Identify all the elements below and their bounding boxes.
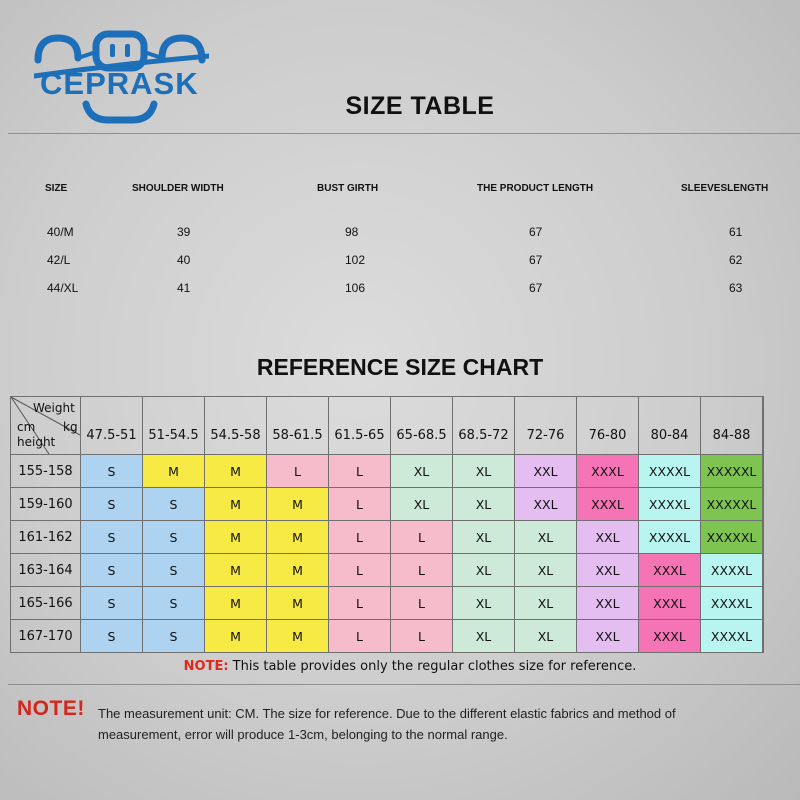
weight-header: 51-54.5 (143, 397, 205, 455)
size-cell: M (267, 488, 329, 521)
size-row (11, 554, 764, 587)
size-cell: XL (453, 620, 515, 653)
blank-cell (763, 554, 764, 587)
height-label: 167-170 (11, 620, 81, 653)
weight-header: 47.5-51 (81, 397, 143, 455)
size-cell: XXL (577, 587, 639, 620)
size-cell: XXL (515, 488, 577, 521)
size-cell: L (391, 587, 453, 620)
size-cell: XXL (577, 620, 639, 653)
size-cell: L (329, 620, 391, 653)
blank-cell (763, 455, 764, 488)
size-cell: XL (453, 455, 515, 488)
size-row (11, 455, 764, 488)
spec-cell: 42/L (47, 253, 71, 267)
corner-cm: cm (17, 420, 36, 434)
size-cell: L (329, 488, 391, 521)
reference-chart-title: REFERENCE SIZE CHART (256, 354, 544, 380)
spec-cell: 62 (729, 253, 743, 267)
size-cell: XXXXL (701, 587, 763, 620)
size-cell: XL (453, 554, 515, 587)
weight-header: 58-61.5 (267, 397, 329, 455)
size-cell: XL (391, 455, 453, 488)
reference-size-chart (10, 396, 764, 653)
size-cell: M (205, 587, 267, 620)
spec-header-sleeve: SLEEVESLENGTH (681, 183, 769, 194)
size-cell: XL (453, 488, 515, 521)
size-cell: M (205, 620, 267, 653)
spec-cell: 67 (529, 281, 543, 295)
spec-header-shoulder: SHOULDER WIDTH (132, 183, 224, 194)
size-cell: M (205, 521, 267, 554)
weight-header: 65-68.5 (391, 397, 453, 455)
size-cell: XXXXL (701, 620, 763, 653)
size-cell: XXXXL (639, 455, 701, 488)
size-cell: L (391, 620, 453, 653)
blank-cell (763, 488, 764, 521)
size-cell: XL (515, 554, 577, 587)
size-cell: S (81, 554, 143, 587)
size-cell: XL (515, 587, 577, 620)
size-cell: S (143, 620, 205, 653)
size-cell: M (205, 455, 267, 488)
size-cell: XL (391, 488, 453, 521)
size-cell: L (391, 554, 453, 587)
note1-text: This table provides only the regular clothes size for reference. (228, 659, 637, 674)
spec-header-length: THE PRODUCT LENGTH (477, 183, 594, 194)
size-cell: XXXL (639, 554, 701, 587)
size-cell: M (205, 488, 267, 521)
weight-header: 84-88 (701, 397, 763, 455)
size-cell: L (267, 455, 329, 488)
size-cell: M (267, 587, 329, 620)
size-cell: M (267, 620, 329, 653)
spec-cell: 98 (345, 225, 359, 239)
weight-header: 68.5-72 (453, 397, 515, 455)
note-regular-size (0, 659, 800, 674)
size-cell: S (81, 488, 143, 521)
size-cell: M (267, 521, 329, 554)
size-cell: L (391, 521, 453, 554)
spec-cell: 67 (529, 225, 543, 239)
spec-header-size: SIZE (45, 183, 68, 194)
weight-header: 61.5-65 (329, 397, 391, 455)
spec-cell: 63 (729, 281, 743, 295)
weight-header-row (11, 397, 764, 455)
size-row (11, 521, 764, 554)
blank-header-cell (763, 397, 764, 455)
size-cell: L (329, 455, 391, 488)
size-cell: XXXL (639, 587, 701, 620)
height-label: 155-158 (11, 455, 81, 488)
height-label: 163-164 (11, 554, 81, 587)
spec-cell: 40 (177, 253, 191, 267)
spec-cell: 106 (345, 281, 366, 295)
blank-cell (763, 587, 764, 620)
size-cell: XXXL (577, 455, 639, 488)
weight-header: 54.5-58 (205, 397, 267, 455)
size-cell: S (143, 554, 205, 587)
size-cell: S (143, 521, 205, 554)
spec-cell: 44/XL (47, 281, 79, 295)
size-cell: XL (515, 521, 577, 554)
height-label: 161-162 (11, 521, 81, 554)
brand-name: CEPRASK (40, 66, 199, 101)
size-cell: XXXXL (639, 521, 701, 554)
spec-header-bust: BUST GIRTH (317, 183, 379, 194)
size-cell: M (267, 554, 329, 587)
height-label: 159-160 (11, 488, 81, 521)
corner-height: height (17, 435, 56, 449)
spec-cell: 102 (345, 253, 366, 267)
note2-line1: The measurement unit: CM. The size for reference. Due to the different elastic fabrics and method of (98, 706, 676, 721)
size-cell: XXL (577, 554, 639, 587)
size-row (11, 488, 764, 521)
note2-line2: measurement, error will produce 1-3cm, belonging to the normal range. (98, 727, 508, 742)
size-row (11, 587, 764, 620)
size-cell: XXXXL (639, 488, 701, 521)
size-cell: XXXXL (701, 554, 763, 587)
size-cell: XXL (577, 521, 639, 554)
blank-cell (763, 620, 764, 653)
blank-cell (763, 521, 764, 554)
size-row (11, 620, 764, 653)
size-spec-table (0, 0, 800, 300)
size-cell: XXXL (639, 620, 701, 653)
size-cell: S (143, 587, 205, 620)
weight-header: 72-76 (515, 397, 577, 455)
size-cell: S (81, 620, 143, 653)
size-cell: S (81, 455, 143, 488)
size-cell: XXL (515, 455, 577, 488)
corner-weight: Weight (33, 401, 75, 415)
divider (8, 684, 800, 685)
size-cell: XXXL (577, 488, 639, 521)
weight-header: 80-84 (639, 397, 701, 455)
size-cell: L (329, 587, 391, 620)
spec-cell: 41 (177, 281, 191, 295)
spec-cell: 67 (529, 253, 543, 267)
size-cell: XL (453, 521, 515, 554)
corner-kg: kg (63, 420, 78, 434)
size-cell: XL (515, 620, 577, 653)
note2-label: NOTE! (17, 697, 85, 720)
size-cell: XXXXXL (701, 488, 763, 521)
note2-text (98, 703, 788, 745)
size-cell: L (329, 521, 391, 554)
spec-cell: 61 (729, 225, 743, 239)
size-cell: L (329, 554, 391, 587)
weight-header: 76-80 (577, 397, 639, 455)
size-cell: XL (453, 587, 515, 620)
size-table-title: SIZE TABLE (345, 92, 495, 120)
corner-cell (11, 397, 81, 455)
size-cell: XXXXXL (701, 521, 763, 554)
size-cell: S (81, 521, 143, 554)
spec-cell: 40/M (47, 225, 74, 239)
size-cell: M (143, 455, 205, 488)
height-label: 165-166 (11, 587, 81, 620)
note1-label: NOTE: (183, 659, 229, 674)
size-cell: S (81, 587, 143, 620)
size-cell: S (143, 488, 205, 521)
size-cell: M (205, 554, 267, 587)
size-cell: XXXXXL (701, 455, 763, 488)
spec-cell: 39 (177, 225, 191, 239)
